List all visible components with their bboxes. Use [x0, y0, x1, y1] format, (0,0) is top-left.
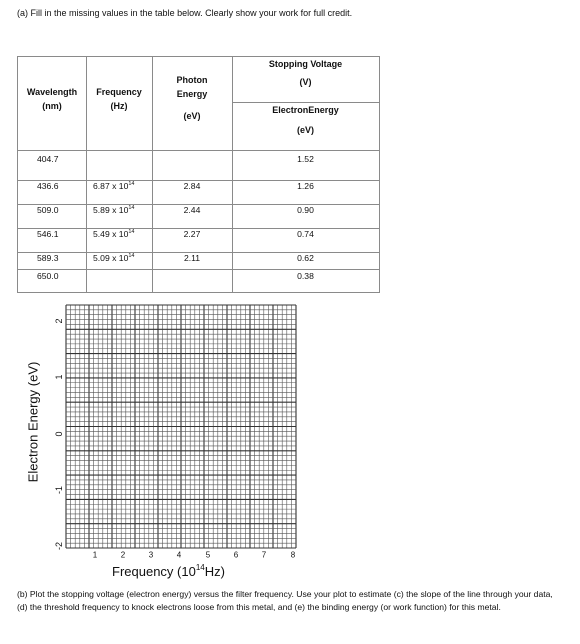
y-tick-label: -2 [54, 541, 64, 551]
wavelength-cell: 436.6 [37, 181, 59, 191]
frequency-cell: 6.87 x $10^{14}$ [93, 181, 135, 191]
electron-energy-header: ElectronEnergy (eV) [272, 105, 339, 135]
wavelength-header: Wavelength (nm) [26, 87, 78, 111]
stopping-voltage-cell: 0.62 [297, 253, 314, 263]
x-tick-label: 3 [148, 550, 154, 560]
wavelength-cell: 404.7 [37, 154, 59, 164]
y-tick-label: -1 [54, 485, 64, 495]
wavelength-cell: 589.3 [37, 253, 59, 263]
stopping-voltage-cell: 0.74 [297, 229, 314, 239]
x-tick-label: 5 [205, 550, 211, 560]
x-tick-label: 6 [233, 550, 239, 560]
wavelength-cell: 546.1 [37, 229, 59, 239]
frequency-header: Frequency (Hz) [96, 87, 142, 111]
x-tick-label: 4 [176, 550, 182, 560]
x-tick-label: 2 [120, 550, 126, 560]
x-tick-label: 1 [92, 550, 98, 560]
stopping-voltage-cell: 0.38 [297, 271, 314, 281]
y-tick-label: 2 [54, 318, 64, 324]
x-tick-label: 8 [290, 550, 296, 560]
photon-energy-cell: 2.44 [183, 205, 201, 215]
photon-energy-header: Photon Energy (eV) [176, 75, 208, 121]
x-axis-label: Frequency $(10^{14}Hz)$ [112, 563, 225, 579]
y-axis-label: Electron Energy (eV) [25, 361, 41, 483]
part-a-instructions: (a) Fill in the missing values in the table below. Clearly show your work for full credit. [17, 8, 353, 18]
wavelength-cell: 509.0 [37, 205, 59, 215]
stopping-voltage-cell: 1.26 [297, 181, 314, 191]
photon-energy-cell: 2.84 [183, 181, 201, 191]
part-b-instructions: (b) Plot the stopping voltage (electron energy) versus the filter frequency. Use your plot to estimate (c) the slope of the line through your data, (d) the threshold frequency to knock electrons loose from this metal, and (e) the binding energy (or work function) for this metal. [17, 589, 553, 612]
stopping-voltage-cell: 1.52 [297, 154, 314, 164]
photon-energy-cell: 2.27 [183, 229, 201, 239]
y-tick-label: 0 [54, 431, 64, 437]
frequency-cell: 5.09 x $10^{14}$ [93, 253, 135, 263]
x-tick-label: 7 [261, 550, 267, 560]
stopping-voltage-header: Stopping Voltage (V) [268, 59, 343, 87]
y-tick-label: 1 [54, 374, 64, 380]
frequency-cell: 5.89 x $10^{14}$ [93, 205, 135, 215]
photon-energy-cell: 2.11 [183, 253, 201, 263]
stopping-voltage-cell: 0.90 [297, 205, 314, 215]
frequency-cell: 5.49 x $10^{14}$ [93, 229, 135, 239]
wavelength-cell: 650.0 [37, 271, 59, 281]
